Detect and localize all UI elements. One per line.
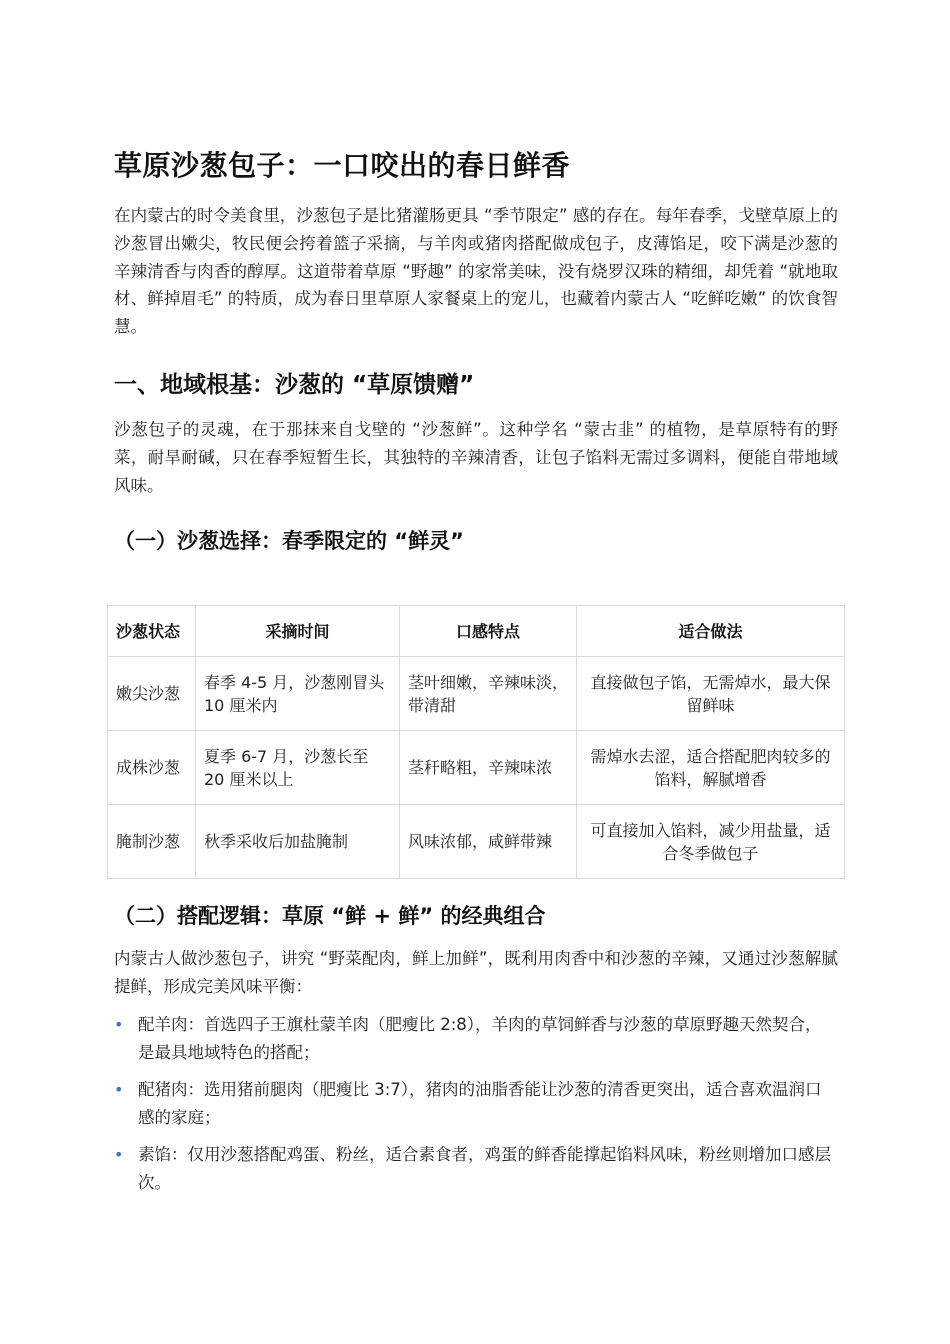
subsection1-heading: （一）沙葱选择：春季限定的 “鲜灵” xyxy=(114,529,464,553)
section1-heading: 一、地域根基：沙葱的 “草原馈赠” xyxy=(114,372,475,398)
table-header-cell: 适合做法 xyxy=(577,606,845,657)
table-cell: 茎叶细嫩，辛辣味淡，带清甜 xyxy=(400,657,577,731)
list-item-text: 配羊肉：首选四子王旗杜蒙羊肉（肥瘦比 2:8），羊肉的草饲鲜香与沙葱的草原野趣天然契合，是最具地域特色的搭配； xyxy=(138,1015,822,1062)
table-row xyxy=(108,805,845,879)
table-cell: 腌制沙葱 xyxy=(108,805,196,879)
bullet-icon: • xyxy=(114,1145,124,1164)
table-cell: 可直接加入馅料，减少用盐量，适合冬季做包子 xyxy=(577,805,845,879)
table-cell: 直接做包子馅，无需焯水，最大保留鲜味 xyxy=(577,657,845,731)
table-cell: 风味浓郁，咸鲜带辣 xyxy=(400,805,577,879)
table-row xyxy=(108,731,845,805)
pairing-list xyxy=(114,1011,838,1206)
table-cell: 夏季 6-7 月，沙葱长至 20 厘米以上 xyxy=(196,731,400,805)
table-cell: 嫩尖沙葱 xyxy=(108,657,196,731)
list-item-text: 素馅：仅用沙葱搭配鸡蛋、粉丝，适合素食者，鸡蛋的鲜香能撑起馅料风味，粉丝则增加口感层次。 xyxy=(138,1145,831,1192)
table-cell: 春季 4-5 月，沙葱刚冒头 10 厘米内 xyxy=(196,657,400,731)
table-cell: 秋季采收后加盐腌制 xyxy=(196,805,400,879)
list-item xyxy=(114,1141,838,1196)
table-header-cell: 采摘时间 xyxy=(196,606,400,657)
subsection2-paragraph: 内蒙古人做沙葱包子，讲究 “野菜配肉，鲜上加鲜”，既利用肉香中和沙葱的辛辣，又通过沙葱解腻提鲜，形成完美风味平衡： xyxy=(114,949,838,996)
intro-paragraph: 在内蒙古的时令美食里，沙葱包子是比猪灌肠更具 “季节限定” 感的存在。每年春季，戈壁草原上的沙葱冒出嫩尖，牧民便会挎着篮子采摘，与羊肉或猪肉搭配做成包子，皮薄馅足，咬下满是沙葱的辛辣清香与肉香的醇厚。这道带着草原 “野趣” 的家常美味，没有烧罗汉珠的精细，却凭着 “就地取材、鲜掉眉毛” 的特质，成为春日里草原人家餐桌上的宠儿，也藏着内蒙古人 “吃鲜吃嫩” 的饮食智慧。 xyxy=(114,206,838,337)
bullet-icon: • xyxy=(114,1080,124,1099)
table-header-cell: 沙葱状态 xyxy=(108,606,196,657)
shacong-table xyxy=(107,605,845,879)
table-header-row xyxy=(108,606,845,657)
bullet-icon: • xyxy=(114,1015,124,1034)
table-row xyxy=(108,657,845,731)
subsection2-heading: （二）搭配逻辑：草原 “鲜 + 鲜” 的经典组合 xyxy=(114,904,546,928)
list-item xyxy=(114,1011,838,1066)
table-cell: 需焯水去涩，适合搭配肥肉较多的馅料，解腻增香 xyxy=(577,731,845,805)
table-cell: 成株沙葱 xyxy=(108,731,196,805)
table-cell: 茎秆略粗，辛辣味浓 xyxy=(400,731,577,805)
table-header-cell: 口感特点 xyxy=(400,606,577,657)
list-item-text: 配猪肉：选用猪前腿肉（肥瘦比 3:7），猪肉的油脂香能让沙葱的清香更突出，适合喜欢温润口感的家庭； xyxy=(138,1080,822,1127)
list-item xyxy=(114,1076,838,1131)
page-title: 草原沙葱包子：一口咬出的春日鲜香 xyxy=(114,149,571,182)
section1-paragraph: 沙葱包子的灵魂，在于那抹来自戈壁的 “沙葱鲜”。这种学名 “蒙古韭” 的植物，是草原特有的野菜，耐旱耐碱，只在春季短暂生长，其独特的辛辣清香，让包子馅料无需过多调料，便能自带地域风味。 xyxy=(114,420,838,495)
